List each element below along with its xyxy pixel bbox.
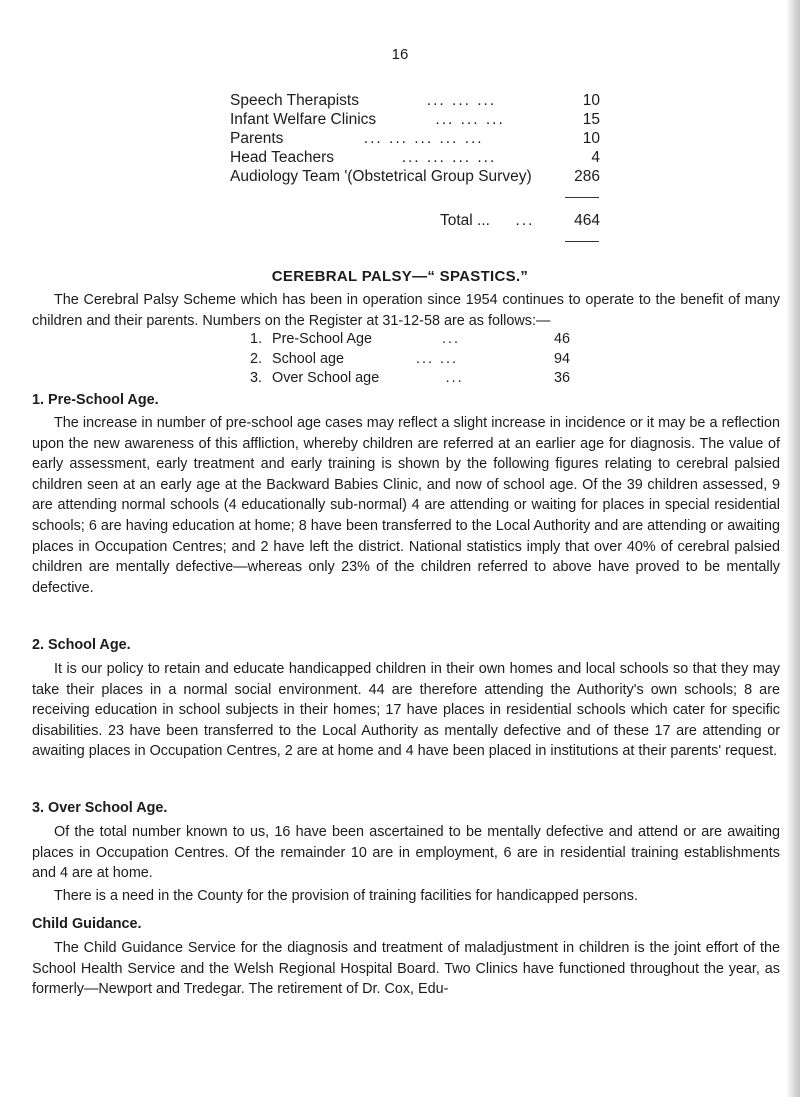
row-value: 10 bbox=[582, 130, 600, 147]
row-label: Audiology Team '(Obstetrical Group Survey) bbox=[230, 168, 532, 185]
total-value: 464 bbox=[574, 212, 600, 229]
row-value: 15 bbox=[582, 111, 600, 128]
leader-dots: ... ... ... ... bbox=[401, 149, 497, 166]
heading-child-guidance: Child Guidance. bbox=[32, 916, 142, 932]
item-value: 46 bbox=[553, 331, 570, 347]
heading-school-age: 2. School Age. bbox=[32, 637, 131, 653]
training-need-paragraph: There is a need in the County for the provision of training facilities for handicapped persons. bbox=[54, 888, 638, 904]
row-label: Parents bbox=[230, 130, 284, 147]
leader-dots: ... ... bbox=[416, 350, 458, 367]
list-item bbox=[250, 351, 570, 371]
list-item bbox=[250, 370, 570, 390]
table-row bbox=[230, 168, 600, 187]
intro-paragraph: The Cerebral Palsy Scheme which has been in operation since 1954 continues to operate to the benefit of many children and their parents. Numbers on the Register at 31-12-58 are as follows:— bbox=[32, 292, 780, 329]
table-row bbox=[230, 130, 600, 149]
page-number: 16 bbox=[391, 46, 409, 63]
referral-source-table bbox=[230, 92, 600, 187]
item-label: Pre-School Age bbox=[272, 331, 372, 347]
list-item bbox=[250, 331, 570, 351]
item-label: School age bbox=[272, 350, 345, 367]
item-number: 3. bbox=[250, 370, 263, 386]
item-number: 1. bbox=[250, 331, 263, 347]
item-value: 94 bbox=[553, 350, 570, 367]
school-age-paragraph: It is our policy to retain and educate handicapped children in their own homes and local schools so that they may take their places in a normal social environment. 44 are therefore attending the Authority's own schools; 8 are receiving education in school subjects in their homes; 17 have places in residential schools which cater for specific disabilities. 23 have been transferred to the Local Authority as mentally defective and of these 17 are attending or awaiting places in Occupation Centres, 2 are at home and 4 have been placed in institutions at their parents' request. bbox=[32, 661, 780, 760]
item-value: 36 bbox=[553, 370, 570, 386]
section-title: CEREBRAL PALSY—“ SPASTICS.” bbox=[271, 268, 529, 285]
table-row bbox=[230, 149, 600, 168]
leader-dots: ... ... ... bbox=[426, 92, 497, 109]
total-row bbox=[440, 212, 600, 230]
leader-dots: ... ... ... bbox=[435, 111, 505, 128]
table-row bbox=[230, 111, 600, 130]
row-value: 286 bbox=[574, 168, 600, 185]
item-number: 2. bbox=[250, 350, 263, 367]
heading-pre-school-age: 1. Pre-School Age. bbox=[32, 392, 159, 408]
leader-dots: ... ... ... ... ... bbox=[363, 130, 484, 147]
pre-school-paragraph: The increase in number of pre-school age cases may reflect a slight increase in incidence or it may be a reflection upon the new awareness of this affliction, whereby children are referred at an earlier age for diagnosis. The value of early assessment, early treatment and early training is shown by the following figures relating to cerebral palsied children seen at an early age at the Backward Babies Clinic, and now of school age. Of the 39 children assessed, 9 are attending normal schools (4 educationally sub-normal) 4 are attending or waiting for places in special residential schools; 6 are having education at home; 8 have been transferred to the Local Authority and are attending or awaiting places in Occupation Centres; and 2 have left the district. National statistics imply that over 40% of cerebral palsied children are mentally defective—whereas only 23% of the children referred to above have proved to be mentally defective. bbox=[32, 415, 780, 596]
heading-over-school-age: 3. Over School Age. bbox=[32, 800, 168, 816]
total-label: Total ... bbox=[440, 212, 490, 229]
leader-dots: ... bbox=[442, 331, 460, 347]
total-rule-bottom bbox=[565, 241, 599, 242]
row-label: Speech Therapists bbox=[230, 92, 359, 109]
row-label: Head Teachers bbox=[230, 149, 334, 166]
leader-dots: ... bbox=[445, 370, 464, 386]
item-label: Over School age bbox=[272, 370, 380, 386]
row-label: Infant Welfare Clinics bbox=[230, 111, 377, 128]
register-list bbox=[250, 331, 570, 390]
child-guidance-paragraph: The Child Guidance Service for the diagnosis and treatment of maladjustment in children is the joint effort of the School Health Service and the Welsh Regional Hospital Board. Two Clinics have functioned throughout the year, as formerly—Newport and Tredegar. The retirement of Dr. Cox, Edu- bbox=[32, 940, 780, 998]
row-value: 10 bbox=[582, 92, 600, 109]
row-value: 4 bbox=[591, 149, 600, 166]
over-school-paragraph: Of the total number known to us, 16 have been ascertained to be mentally defective and attend or are awaiting places in Occupation Centres. Of the remainder 10 are in employment, 6 are in residential training establishments and 4 are at home. bbox=[32, 824, 780, 882]
table-row bbox=[230, 92, 600, 111]
page-edge-shadow bbox=[786, 0, 800, 1097]
total-rule-top bbox=[565, 197, 599, 198]
leader-dots: ... bbox=[515, 212, 535, 229]
